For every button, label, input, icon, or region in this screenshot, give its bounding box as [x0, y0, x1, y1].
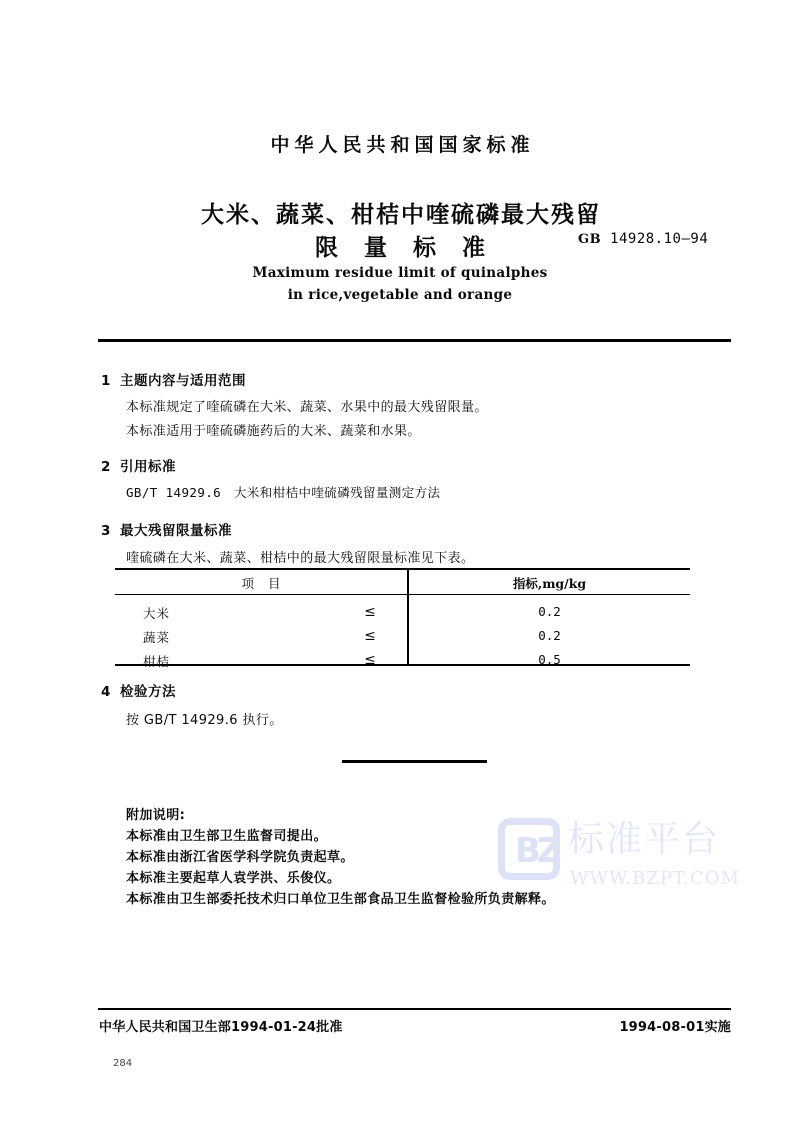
- residue-limit-table: [115, 568, 690, 669]
- section-2-number: 2: [101, 459, 111, 475]
- section-separator-rule: [342, 760, 487, 763]
- standard-number: [578, 231, 708, 247]
- table-row-operator: ≤: [364, 628, 376, 644]
- footer-rule: [98, 1008, 731, 1010]
- section-1-title: 主题内容与适用范围: [120, 373, 246, 389]
- section-3-heading: [101, 519, 232, 539]
- table-header-item: 项目: [241, 576, 295, 591]
- table-row-value: 0.2: [538, 604, 561, 619]
- table-header-rule: [115, 594, 690, 595]
- section-4-heading: [101, 680, 176, 700]
- additional-notes-title: 附加说明:: [126, 808, 186, 823]
- table-row-name: 柑桔: [143, 654, 171, 669]
- page-number: 284: [113, 1058, 133, 1069]
- table-row-value: 0.2: [538, 628, 561, 643]
- section-4-number: 4: [101, 684, 111, 700]
- english-title-line-2: in rice,vegetable and orange: [287, 287, 513, 303]
- footer-implementation-text: 1994-08-01实施: [619, 1020, 731, 1035]
- section-2-heading: [101, 455, 176, 475]
- additional-notes-line: 本标准由卫生部委托技术归口单位卫生部食品卫生监督检验所负责解释。: [126, 892, 555, 907]
- additional-notes-line: 本标准主要起草人袁学洪、乐俊仪。: [126, 871, 341, 886]
- standard-number-value: 14928.10—94: [610, 231, 709, 247]
- section-1-paragraph-2: 本标准适用于喹硫磷施药后的大米、蔬菜和水果。: [126, 424, 421, 439]
- section-3-paragraph-1: 喹硫磷在大米、蔬菜、柑桔中的最大残留限量标准见下表。: [126, 551, 475, 566]
- page-title-line-1: 大米、蔬菜、柑桔中喹硫磷最大残留: [201, 202, 601, 228]
- watermark-brand: 标准平台: [568, 819, 721, 860]
- watermark-url: WWW.BZPT.COM: [570, 868, 740, 889]
- section-1-number: 1: [101, 373, 111, 389]
- table-header-index: 指标,mg/kg: [512, 576, 587, 591]
- section-4-paragraph-1: 按 GB/T 14929.6 执行。: [126, 713, 283, 728]
- watermark-logo-text: BZ: [515, 831, 558, 871]
- table-top-rule: [115, 568, 690, 570]
- section-3-number: 3: [101, 523, 111, 539]
- page-title-line-2: 限量标准: [315, 235, 511, 261]
- table-row-name: 大米: [143, 606, 171, 621]
- section-4-title: 检验方法: [120, 684, 176, 700]
- table-row-operator: ≤: [364, 652, 376, 668]
- additional-notes-line: 本标准由卫生部卫生监督司提出。: [126, 829, 328, 844]
- footer-approval-text: 中华人民共和国卫生部1994-01-24批准: [99, 1020, 343, 1035]
- section-1-paragraph-1: 本标准规定了喹硫磷在大米、蔬菜、水果中的最大残留限量。: [126, 400, 488, 415]
- additional-notes-line: 本标准由浙江省医学科学院负责起草。: [126, 850, 354, 865]
- standard-prefix: GB: [578, 232, 602, 247]
- table-row-operator: ≤: [364, 604, 376, 620]
- section-2-paragraph-1: GB/T 14929.6 大米和柑桔中喹硫磷残留量测定方法: [126, 485, 441, 500]
- national-standard-label: 中华人民共和国国家标准: [270, 134, 535, 156]
- header-rule: [98, 339, 731, 342]
- section-1-heading: [101, 369, 246, 389]
- section-2-title: 引用标准: [120, 459, 176, 475]
- table-row-name: 蔬菜: [143, 630, 171, 645]
- section-3-title: 最大残留限量标准: [120, 523, 232, 539]
- table-row-value: 0.5: [538, 652, 561, 667]
- english-title-line-1: Maximum residue limit of quinalphes: [252, 265, 548, 281]
